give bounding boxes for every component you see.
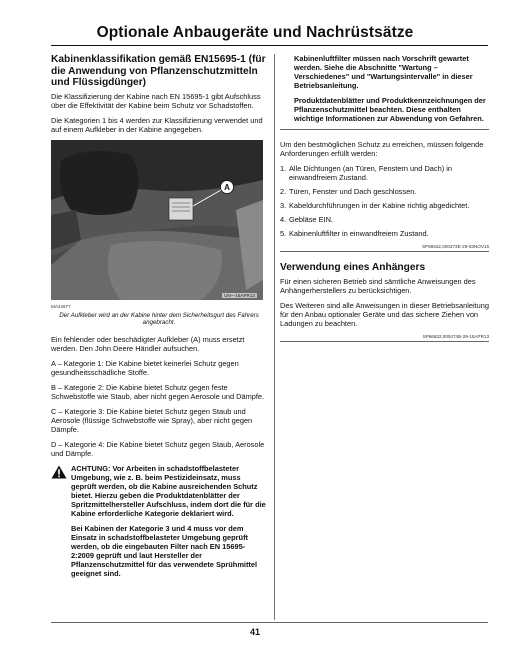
section-code: SP66632,000474B-29-15APR13 [422, 334, 489, 339]
caution-continued [280, 54, 489, 123]
divider [280, 341, 489, 342]
warning-triangle-icon [51, 464, 67, 584]
page-number: 41 [249, 627, 260, 637]
caution-paragraph: ACHTUNG: Vor Arbeiten in schadstoffbelasteter Umgebung, wie z. B. beim Pestizideinsatz, muss geprüft werden, ob die Kabine ausreichenden Schutz bietet. Hierzu geben die Produktdatenblätter der Spritzmittelhersteller Aufschluss, indem dort die für die Kabine erforderliche Kategorie deklariert wird. [71, 463, 266, 518]
paragraph: Ein fehlender oder beschädigter Aufkleber (A) muss ersetzt werden. Den John Deere Händler aufsuchen. [51, 334, 245, 353]
paragraph: B – Kategorie 2: Die Kabine bietet Schutz gegen feste Schwebstoffe wie Staub, aber nicht gegen Aerosole und Dämpfe. [51, 382, 265, 401]
paragraph: D – Kategorie 4: Die Kabine bietet Schutz gegen Staub, Aerosole und Dämpfe. [51, 439, 265, 458]
photo-code-left: MA42677 [51, 303, 71, 309]
list-item: 4. Gebläse EIN. [280, 215, 333, 224]
list-item: 5. Kabinenluftfilter in einwandfreiem Zustand. [280, 229, 429, 238]
divider [280, 129, 489, 130]
paragraph: Um den bestmöglichen Schutz zu erreichen, müssen folgende Anforderungen erfüllt werden: [280, 140, 484, 158]
paragraph: Die Klassifizierung der Kabine nach EN 15695-1 gibt Aufschluss über die Effektivität der Kabine beim Schutz vor Schadstoffen. [51, 91, 261, 110]
caution-text [71, 464, 267, 584]
requirements-list [280, 164, 489, 238]
paragraph: Die Kategorien 1 bis 4 werden zur Klassifizierung verwendet und auf einem Aufkleber in der Kabine angegeben. [51, 115, 263, 134]
page-title: Optionale Anbaugeräte und Nachrüstsätze [96, 24, 414, 41]
list-item: 2. Türen, Fenster und Dach geschlossen. [280, 187, 417, 196]
section-code: SP66632,000473E-29-03NOV15 [422, 244, 489, 249]
column-divider [274, 54, 275, 620]
right-column [280, 54, 489, 352]
list-item: 3. Kabeldurchführungen in der Kabine richtig abgedichtet. [280, 201, 470, 210]
title-rule [51, 45, 488, 46]
paragraph: Des Weiteren sind alle Anweisungen in dieser Betriebsanleitung für den Anbau optionaler Geräte und das sichere Ziehen von Ladungen zu beachten. [280, 301, 489, 328]
footer-rule [51, 622, 488, 623]
section-heading-trailer: Verwendung eines Anhängers [280, 262, 426, 273]
cab-photo-drawing [51, 140, 263, 300]
photo-callout-label: A [224, 182, 230, 192]
caution-block [51, 464, 267, 584]
photo-caption: Der Aufkleber wird an der Kabine hinter dem Sicherheitsgurt des Fahrers angebracht. [59, 311, 259, 327]
caution-paragraph: Kabinenluftfilter müssen nach Vorschrift gewartet werden. Siehe die Abschnitte "Wartung – Verschiedenes" und "Wartungsintervalle" in dieser Betriebsanleitung. [294, 54, 473, 90]
divider [280, 251, 489, 252]
paragraph: C – Kategorie 3: Die Kabine bietet Schutz gegen Staub und Aerosole (flüssige Schwebstoffe wie Spray), aber nicht gegen Dämpfe. [51, 406, 253, 434]
photo-code: UN—16APR13 [224, 292, 255, 298]
left-column [51, 54, 267, 584]
caution-paragraph: Bei Kabinen der Kategorie 3 und 4 muss vor dem Einsatz in schadstoffbelasteter Umgebung geprüft werden, ob die eingebauten Filter nach EN 15695-2:2009 geprüft und laut Hersteller der Pflanzenschutzmittel für das verwendete Sprühmittel geeignet sind. [71, 523, 258, 578]
list-item: 1. Alle Dichtungen (an Türen, Fenstern und Dach) in einwandfreiem Zustand. [280, 164, 452, 182]
section-heading-cab-class: Kabinenklassifikation gemäß EN15695-1 (für die Anwendung von Pflanzenschutzmitteln und Flüssigdünger) [51, 54, 266, 89]
paragraph: Für einen sicheren Betrieb sind sämtliche Anweisungen des Anhängerherstellers zu berücksichtigen. [280, 277, 476, 295]
paragraph: A – Kategorie 1: Die Kabine bietet keinerlei Schutz gegen gesundheitsschädliche Stoffe. [51, 358, 239, 377]
cab-photo [51, 140, 263, 309]
caution-paragraph: Produktdatenblätter und Produktkennzeichnungen der Pflanzenschutzmittel beachten. Diese enthalten wichtige Informationen zur Abwendung von Gefahren. [294, 96, 486, 123]
